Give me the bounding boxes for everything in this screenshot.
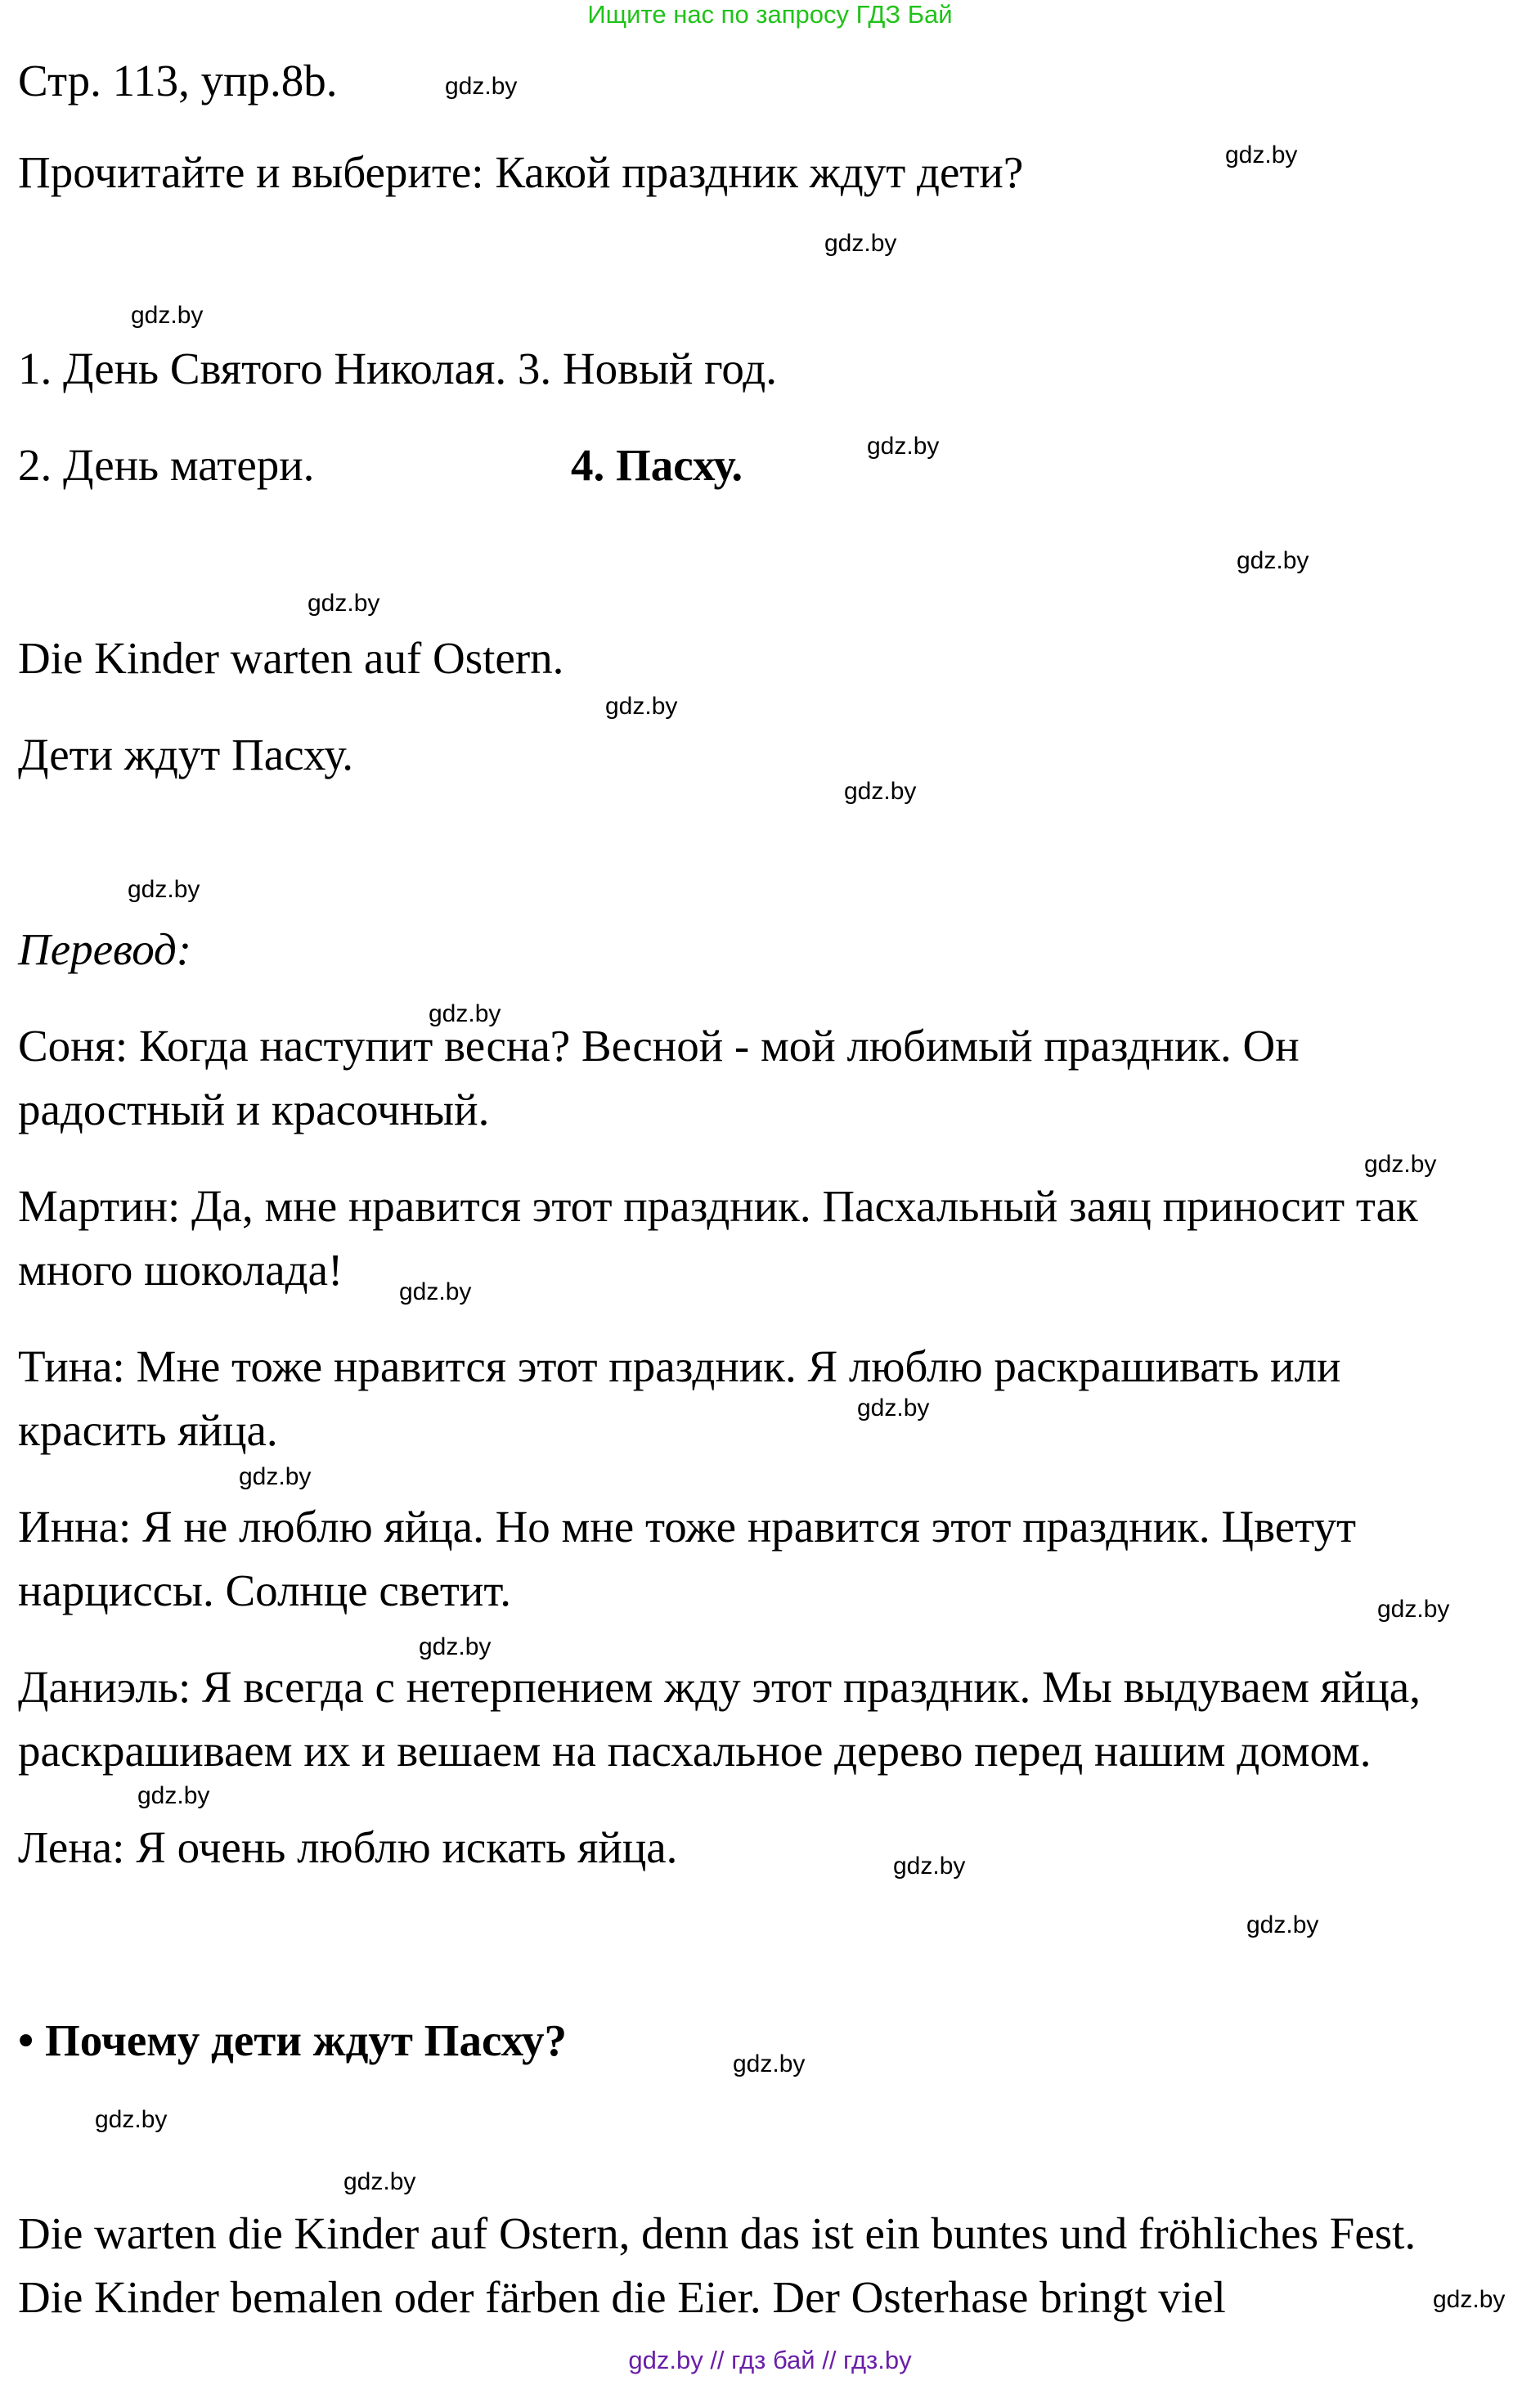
watermark: gdz.by — [95, 2106, 168, 2133]
watermark: gdz.by — [343, 2168, 416, 2195]
watermark: gdz.by — [1377, 1596, 1450, 1623]
watermark: gdz.by — [128, 876, 200, 903]
watermark: gdz.by — [429, 1000, 501, 1027]
watermark: gdz.by — [131, 302, 204, 329]
translation-line: много шоколада! — [18, 1245, 343, 1295]
page-header: Стр. 113, упр.8b. — [18, 56, 338, 106]
option-line-1: 1. День Святого Николая. 3. Новый год. — [18, 344, 778, 393]
bottom-banner: gdz.by // гдз бай // гдз.by — [628, 2346, 912, 2374]
watermark: gdz.by — [867, 433, 940, 460]
watermark: gdz.by — [399, 1278, 472, 1305]
watermark: gdz.by — [844, 778, 917, 805]
watermark: gdz.by — [857, 1395, 930, 1422]
watermark: gdz.by — [1433, 2286, 1506, 2313]
watermark: gdz.by — [1246, 1911, 1319, 1938]
watermark: gdz.by — [419, 1633, 492, 1660]
watermark: gdz.by — [308, 590, 380, 617]
watermark: gdz.by — [239, 1463, 312, 1490]
answer-german: Die Kinder warten auf Ostern. — [18, 633, 564, 683]
translation-line: Лена: Я очень люблю искать яйца. — [18, 1822, 678, 1872]
watermark: gdz.by — [137, 1782, 210, 1809]
translation-line: радостный и красочный. — [18, 1085, 490, 1134]
question: • Почему дети ждут Пасху? — [18, 2015, 568, 2065]
watermark: gdz.by — [1364, 1151, 1437, 1178]
watermark: gdz.by — [1225, 141, 1298, 168]
watermark: gdz.by — [445, 73, 518, 100]
watermark: gdz.by — [893, 1853, 966, 1880]
translation-line: Мартин: Да, мне нравится этот праздник. Пасхальный заяц приносит так — [18, 1181, 1418, 1231]
translation-line: Тина: Мне тоже нравится этот праздник. Я люблю раскрашивать или — [18, 1341, 1341, 1391]
option-line-2: 2. День матери. — [18, 440, 315, 490]
answer2-line: Die Kinder bemalen oder färben die Eier. Der Osterhase bringt viel — [18, 2272, 1226, 2322]
watermark: gdz.by — [824, 230, 897, 257]
translation-line: нарциссы. Солнце светит. — [18, 1565, 512, 1615]
watermark: gdz.by — [1237, 547, 1309, 574]
translation-line: Даниэль: Я всегда с нетерпением жду этот праздник. Мы выдуваем яйца, — [18, 1662, 1421, 1712]
watermark: gdz.by — [733, 2050, 806, 2077]
top-banner: Ищите нас по запросу ГДЗ Бай — [587, 0, 953, 29]
translation-label: Перевод: — [18, 924, 192, 974]
translation-line: Соня: Когда наступит весна? Весной - мой любимый праздник. Он — [18, 1021, 1300, 1071]
task-text: Прочитайте и выберите: Какой праздник ждут дети? — [18, 147, 1024, 197]
answer-russian: Дети ждут Пасху. — [18, 730, 354, 779]
translation-line: раскрашиваем их и вешаем на пасхальное дерево перед нашим домом. — [18, 1726, 1372, 1776]
answer2-line: Die warten die Kinder auf Ostern, denn das ist ein buntes und fröhliches Fest. — [18, 2208, 1417, 2258]
translation-line: Инна: Я не люблю яйца. Но мне тоже нравится этот праздник. Цветут — [18, 1502, 1356, 1552]
translation-line: красить яйца. — [18, 1405, 278, 1455]
watermark: gdz.by — [605, 693, 678, 720]
option-correct: 4. Пасху. — [571, 440, 743, 490]
